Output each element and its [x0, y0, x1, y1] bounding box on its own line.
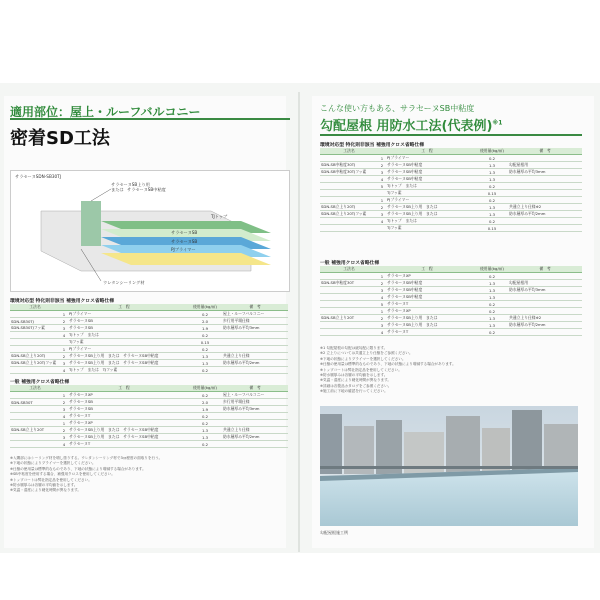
note-line: ※仕様の使用量は標準的なものであり、下地の状態により増減する場合があります。 — [320, 362, 456, 367]
cell-step: 2 — [378, 162, 386, 169]
col-process: 工 程 — [60, 385, 188, 392]
cell-method: SDN-SB30T — [10, 399, 60, 406]
cell-remarks: 共通立上り仕様※2 — [508, 204, 582, 211]
cell-method: SDN-SB立上り20TJフッ素 — [10, 360, 60, 367]
cell-step: 3 — [378, 287, 386, 294]
cell-amount: 1.3 — [476, 211, 508, 218]
cell-remarks — [508, 190, 582, 197]
left-notes — [10, 456, 288, 544]
cell-material: サラセーヌXP — [386, 308, 476, 315]
cell-material: PJプライマー — [386, 197, 476, 204]
cell-method: SDN-SB立上り20TJ — [320, 204, 378, 211]
table-row — [10, 318, 288, 325]
cell-step: 2 — [378, 315, 386, 322]
table-row — [10, 406, 288, 413]
note-line: ※入隅部にはシーリング材を増し塗りする。ウレタンシーリング材で3㎝程度の面取りを行う。 — [10, 456, 163, 460]
cell-step: 1 — [60, 392, 68, 399]
right-table2 — [320, 266, 582, 336]
cell-method — [320, 308, 378, 315]
cell-remarks: 防水層厚み平均3mm — [508, 169, 582, 176]
cell-step: 3 — [378, 322, 386, 329]
cell-method — [10, 420, 60, 427]
cell-method: SDN-SB立上り20TJフッ素 — [320, 211, 378, 218]
photo-caption: 勾配屋根施工例 — [320, 530, 348, 535]
table-row — [10, 427, 288, 434]
cell-material: サラセーヌT — [386, 329, 476, 336]
note-line: ※トップコートは弊社指定品を使用してください。 — [10, 477, 92, 482]
table-row — [10, 325, 288, 332]
system-label: サラセーヌSDN-SB30TJ — [15, 174, 61, 179]
cell-material: サラセーヌT — [68, 441, 188, 448]
cell-method — [320, 294, 378, 301]
label-sb-medium: サラセーヌSB中粘度 — [127, 187, 166, 192]
cell-material: サラセーヌSB — [68, 318, 188, 325]
cell-step: 5 — [378, 301, 386, 308]
cell-step: 4 — [378, 329, 386, 336]
cell-amount: 0.15 — [476, 190, 508, 197]
label-pj-primer: PJプライマー — [171, 247, 196, 252]
cell-material: サラセーヌSB上り用 または — [386, 204, 476, 211]
cell-remarks — [222, 441, 288, 448]
cell-step: 3 — [378, 169, 386, 176]
cell-remarks: 歩行用平場仕様 — [222, 318, 288, 325]
cell-remarks — [508, 301, 582, 308]
table-row — [10, 399, 288, 406]
right-subtitle: こんな使い方もある、サラセーヌSB中粘度 — [320, 104, 475, 113]
cell-method — [10, 332, 60, 339]
cell-method — [320, 176, 378, 183]
cell-remarks: 防水層厚み平均3mm — [222, 406, 288, 413]
cell-material: サラセーヌT — [68, 413, 188, 420]
cell-remarks — [508, 308, 582, 315]
table-row — [320, 301, 582, 308]
cell-material: TJトップ または — [386, 183, 476, 190]
layer-diagram — [10, 170, 290, 292]
label-tj-top: TJトップ — [211, 214, 228, 219]
cell-amount: 1.3 — [476, 204, 508, 211]
cell-amount: 1.3 — [476, 280, 508, 287]
cell-method — [320, 287, 378, 294]
cell-material: PJプライマー — [68, 346, 188, 353]
cell-step: 1 — [378, 197, 386, 204]
note-line: ※2 立上りについては共通立上り仕様をご参照ください。 — [320, 351, 413, 356]
cell-remarks — [508, 155, 582, 162]
cell-material: サラセーヌSB上り用 または サラセーヌSB中粘度 — [68, 353, 188, 360]
right-table1 — [320, 148, 582, 232]
cell-material: TJトップ または — [386, 218, 476, 225]
cell-remarks — [508, 294, 582, 301]
cell-step: 4 — [378, 294, 386, 301]
left-table2 — [10, 385, 288, 448]
cell-method — [10, 367, 60, 374]
col-method: 工法名 — [320, 266, 378, 273]
cell-amount: 0.2 — [476, 155, 508, 162]
left-table1-title: 環境対応型 特化則非該当 補強用クロス省略仕様 — [10, 299, 115, 304]
cell-amount: 1.9 — [188, 325, 222, 332]
cell-step: 1 — [378, 155, 386, 162]
cell-amount: 0.2 — [188, 420, 222, 427]
col-process: 工 程 — [378, 148, 476, 155]
note-line: ※下地の状態によりプライマーを選択してください。 — [320, 356, 406, 361]
note-line: ※詳細は各製品カタログをご参照ください。 — [320, 383, 392, 388]
cell-method — [10, 339, 60, 346]
cell-amount: 1.3 — [188, 434, 222, 441]
wall-upright-shape — [81, 201, 101, 246]
table-row — [10, 434, 288, 441]
cell-step: 1 — [378, 308, 386, 315]
table-row — [320, 225, 582, 232]
roof-photo-svg — [320, 406, 578, 526]
cell-step: 3 — [378, 211, 386, 218]
table-row — [320, 176, 582, 183]
cell-method — [320, 183, 378, 190]
cell-step: 4 — [378, 218, 386, 225]
cell-remarks — [222, 346, 288, 353]
cell-remarks — [222, 339, 288, 346]
cell-material: サラセーヌSB中粘度 — [386, 280, 476, 287]
cell-remarks: 防水層厚み平均2mm — [222, 434, 288, 441]
cell-material: サラセーヌT — [386, 301, 476, 308]
table-row — [320, 162, 582, 169]
table-row — [320, 322, 582, 329]
cell-step — [378, 190, 386, 197]
table-row — [320, 315, 582, 322]
cell-step: 3 — [60, 434, 68, 441]
table-row — [10, 360, 288, 367]
cell-method — [10, 392, 60, 399]
cell-amount: 1.3 — [476, 294, 508, 301]
cell-material: TJフッ素 — [386, 225, 476, 232]
cell-step: 1 — [378, 273, 386, 280]
cell-step: 4 — [60, 413, 68, 420]
cell-amount: 0.2 — [476, 183, 508, 190]
col-process: 工 程 — [60, 304, 188, 311]
cell-method: SDN-SB30TJフッ素 — [10, 325, 60, 332]
cell-amount: 1.3 — [188, 353, 222, 360]
col-amount: 使用量(kg/㎡) — [188, 385, 222, 392]
note-line: ※気温・湿度により硬化時間が異なります。 — [320, 378, 392, 383]
col-method: 工法名 — [10, 385, 60, 392]
col-amount: 使用量(kg/㎡) — [476, 266, 508, 273]
cell-step: 2 — [60, 353, 68, 360]
cell-amount: 1.3 — [188, 427, 222, 434]
cell-method — [320, 197, 378, 204]
cell-remarks: 歩行用平場仕様 — [222, 399, 288, 406]
cell-amount: 0.2 — [188, 392, 222, 399]
cell-amount: 2.0 — [188, 318, 222, 325]
table-row — [10, 332, 288, 339]
cell-remarks: 防水層厚み平均2mm — [508, 211, 582, 218]
cell-remarks: 屋上・ルーフバルコニー — [222, 311, 288, 318]
cell-method: SDN-SB立上り20T — [10, 427, 60, 434]
cell-material: PJプライマー — [386, 155, 476, 162]
cell-remarks: 防水層厚み平均3mm — [508, 287, 582, 294]
cell-method — [10, 346, 60, 353]
note-line: ※施工前に下地の確認を行ってください。 — [320, 389, 388, 394]
cell-method: SDN-SB中粘度30T — [320, 280, 378, 287]
cell-remarks — [222, 332, 288, 339]
table-row — [320, 211, 582, 218]
cell-method: SDN-SB立上り20T — [320, 315, 378, 322]
cell-amount: 1.3 — [476, 176, 508, 183]
cell-material: サラセーヌSB上り用 または サラセーヌSB中粘度 — [68, 434, 188, 441]
cell-amount: 0.2 — [188, 441, 222, 448]
col-amount: 使用量(kg/㎡) — [476, 148, 508, 155]
col-remarks: 備 考 — [222, 304, 288, 311]
cell-material: サラセーヌSB上り用 または サラセーヌSB中粘度 — [68, 427, 188, 434]
cell-material: サラセーヌSB上り用 または — [386, 315, 476, 322]
cell-method — [10, 434, 60, 441]
note-line: ※防水層厚みは各層の平均値を示します。 — [320, 373, 388, 378]
cell-step: 5 — [378, 183, 386, 190]
cell-material: サラセーヌXP — [68, 392, 188, 399]
col-method: 工法名 — [10, 304, 60, 311]
cell-step: 2 — [60, 318, 68, 325]
left-heading-location: 適用部位：屋上・ルーフバルコニー — [10, 105, 201, 119]
cell-step — [378, 225, 386, 232]
cell-remarks — [222, 420, 288, 427]
cell-method: SDN-SB30TJ — [10, 318, 60, 325]
table-row — [320, 183, 582, 190]
cell-amount: 1.3 — [188, 360, 222, 367]
cell-step: 2 — [378, 280, 386, 287]
cell-amount: 1.3 — [476, 169, 508, 176]
left-table1 — [10, 304, 288, 374]
cell-step — [60, 339, 68, 346]
right-table1-title: 環境対応型 特化則非該当 補強用クロス省略仕様 — [320, 143, 425, 148]
cell-material: サラセーヌSB上り用 または サラセーヌSB中粘度 — [68, 360, 188, 367]
right-heading-text: 勾配屋根 用防水工法(代表例) — [320, 119, 493, 134]
cell-remarks: 勾配屋根用 — [508, 162, 582, 169]
table-row — [320, 155, 582, 162]
table-row — [10, 339, 288, 346]
cell-material: サラセーヌSB中粘度 — [386, 287, 476, 294]
cell-material: サラセーヌSB中粘度 — [386, 176, 476, 183]
table-row — [10, 311, 288, 318]
table-row — [10, 367, 288, 374]
cell-method — [10, 413, 60, 420]
cell-step: 3 — [60, 406, 68, 413]
cell-method — [320, 273, 378, 280]
table-row — [320, 197, 582, 204]
cell-material: PJプライマー — [68, 311, 188, 318]
roof-photo — [320, 406, 578, 526]
note-line: ※仕様の使用量は標準的なものであり、下地の状態により増減する場合があります。 — [10, 466, 146, 471]
cell-step: 1 — [60, 311, 68, 318]
cell-remarks — [508, 273, 582, 280]
cell-method: SDN-SB立上り20TJ — [10, 353, 60, 360]
cell-method — [320, 225, 378, 232]
cell-method: SDN-SB中粘度30TJフッ素 — [320, 169, 378, 176]
cell-amount: 1.3 — [476, 162, 508, 169]
cell-step: 1 — [60, 346, 68, 353]
cell-material: サラセーヌSB — [68, 325, 188, 332]
table-row — [10, 353, 288, 360]
cell-material: サラセーヌSB — [68, 399, 188, 406]
col-remarks: 備 考 — [508, 148, 582, 155]
note-line: ※下地の状態によりプライマーを選択してください。 — [10, 461, 96, 466]
cell-amount: 1.3 — [476, 322, 508, 329]
right-table2-title: 一般 補強用クロス省略仕様 — [320, 261, 380, 266]
cell-amount: 0.2 — [476, 301, 508, 308]
cell-amount: 0.15 — [188, 339, 222, 346]
cell-step: 3 — [60, 325, 68, 332]
cell-remarks — [508, 225, 582, 232]
cell-remarks — [508, 176, 582, 183]
table-row — [10, 413, 288, 420]
cell-remarks: 共通立上り仕様 — [222, 353, 288, 360]
col-remarks: 備 考 — [222, 385, 288, 392]
cell-method — [320, 329, 378, 336]
cell-method — [320, 155, 378, 162]
col-method: 工法名 — [320, 148, 378, 155]
cell-remarks: 防水層厚み平均2mm — [222, 360, 288, 367]
cell-step: 4 — [378, 176, 386, 183]
cell-step: 1 — [60, 420, 68, 427]
cell-amount: 2.0 — [188, 399, 222, 406]
cell-amount: 0.2 — [188, 311, 222, 318]
table-row — [10, 441, 288, 448]
table-row — [10, 420, 288, 427]
cell-remarks — [508, 329, 582, 336]
cell-material: サラセーヌSB上り用 または — [386, 322, 476, 329]
cell-amount: 1.9 — [188, 406, 222, 413]
table-row — [320, 190, 582, 197]
label-sb-upright: サラセーヌSB上り用 — [111, 182, 150, 187]
cell-amount: 0.2 — [476, 308, 508, 315]
right-notes — [320, 346, 582, 402]
note-line: ※防水層厚みは各層の平均値を示します。 — [10, 483, 78, 488]
cell-remarks: 屋上・ルーフバルコニー — [222, 392, 288, 399]
table-row — [10, 392, 288, 399]
cell-remarks — [508, 218, 582, 225]
table-row — [320, 204, 582, 211]
label-urethane: ウレタンシーリング材 — [103, 280, 145, 285]
cell-step: 4 — [60, 332, 68, 339]
cell-remarks — [508, 183, 582, 190]
cell-remarks — [508, 197, 582, 204]
cell-step: 4 — [60, 367, 68, 374]
right-heading — [320, 115, 502, 134]
cell-remarks: 共通立上り仕様※2 — [508, 315, 582, 322]
cell-method — [10, 311, 60, 318]
cell-method — [320, 190, 378, 197]
col-remarks: 備 考 — [508, 266, 582, 273]
cell-remarks: 共通立上り仕様 — [222, 427, 288, 434]
cell-amount: 0.15 — [476, 225, 508, 232]
table-row — [320, 280, 582, 287]
cell-material: TJフッ素 — [386, 190, 476, 197]
cell-method — [320, 218, 378, 225]
table-row — [320, 218, 582, 225]
table-row — [320, 329, 582, 336]
cell-method — [10, 441, 60, 448]
left-table2-title: 一般 補強用クロス省略仕様 — [10, 380, 70, 385]
table-row — [320, 308, 582, 315]
cell-material: サラセーヌSB中粘度 — [386, 169, 476, 176]
cell-remarks: 防水層厚み平均2mm — [508, 322, 582, 329]
cell-method: SDN-SB中粘度30TJ — [320, 162, 378, 169]
cell-material: サラセーヌSB中粘度 — [386, 294, 476, 301]
note-line: ※1 勾配屋根の勾配は緩勾配に限ります。 — [320, 346, 388, 350]
col-process: 工 程 — [378, 266, 476, 273]
right-heading-sup: ※1 — [492, 119, 503, 127]
cell-method — [320, 322, 378, 329]
col-amount: 使用量(kg/㎡) — [188, 304, 222, 311]
cell-amount: 1.3 — [476, 287, 508, 294]
cell-amount: 0.2 — [188, 346, 222, 353]
cell-amount: 1.3 — [476, 315, 508, 322]
cell-step: 3 — [60, 360, 68, 367]
cell-remarks — [222, 413, 288, 420]
note-line: ※気温・湿度により硬化時間が異なります。 — [10, 488, 82, 493]
cell-material: サラセーヌXP — [68, 420, 188, 427]
cell-material: サラセーヌSB上り用 または — [386, 211, 476, 218]
left-heading-method: 密着SD工法 — [10, 128, 110, 149]
cell-material: TJトップ または TJフッ素 — [68, 367, 188, 374]
cell-amount: 0.2 — [476, 329, 508, 336]
table-row — [320, 287, 582, 294]
note-line: ※SB中粘度を使用する場合、補強用クロスを使用してください。 — [10, 472, 115, 477]
cell-step: 2 — [378, 204, 386, 211]
cell-amount: 0.2 — [476, 197, 508, 204]
table-row — [320, 273, 582, 280]
cell-step: 2 — [60, 427, 68, 434]
right-header-rule — [320, 134, 582, 136]
cell-amount: 0.2 — [188, 367, 222, 374]
label-sb-2: サラセーヌSB — [171, 239, 198, 244]
cell-material: TJフッ素 — [68, 339, 188, 346]
label-or: または — [111, 187, 124, 192]
table-row — [10, 346, 288, 353]
page-gutter — [298, 92, 300, 552]
table-row — [320, 294, 582, 301]
cell-amount: 0.2 — [476, 273, 508, 280]
cell-method — [10, 406, 60, 413]
cell-amount: 0.2 — [188, 413, 222, 420]
cell-material: サラセーヌXP — [386, 273, 476, 280]
cell-method — [320, 301, 378, 308]
cell-material: TJトップ または — [68, 332, 188, 339]
cell-step: 4 — [60, 441, 68, 448]
cell-amount: 0.2 — [188, 332, 222, 339]
cell-step: 2 — [60, 399, 68, 406]
label-sb-1: サラセーヌSB — [171, 230, 198, 235]
cell-material: サラセーヌSB中粘度 — [386, 162, 476, 169]
note-line: ※トップコートは弊社指定品を使用してください。 — [320, 367, 402, 372]
cell-remarks: 防水層厚み平均3mm — [222, 325, 288, 332]
table-row — [320, 169, 582, 176]
cell-amount: 0.2 — [476, 218, 508, 225]
cell-remarks — [222, 367, 288, 374]
cell-remarks: 勾配屋根用 — [508, 280, 582, 287]
cell-material: サラセーヌSB — [68, 406, 188, 413]
leader-line-top — [91, 189, 111, 201]
